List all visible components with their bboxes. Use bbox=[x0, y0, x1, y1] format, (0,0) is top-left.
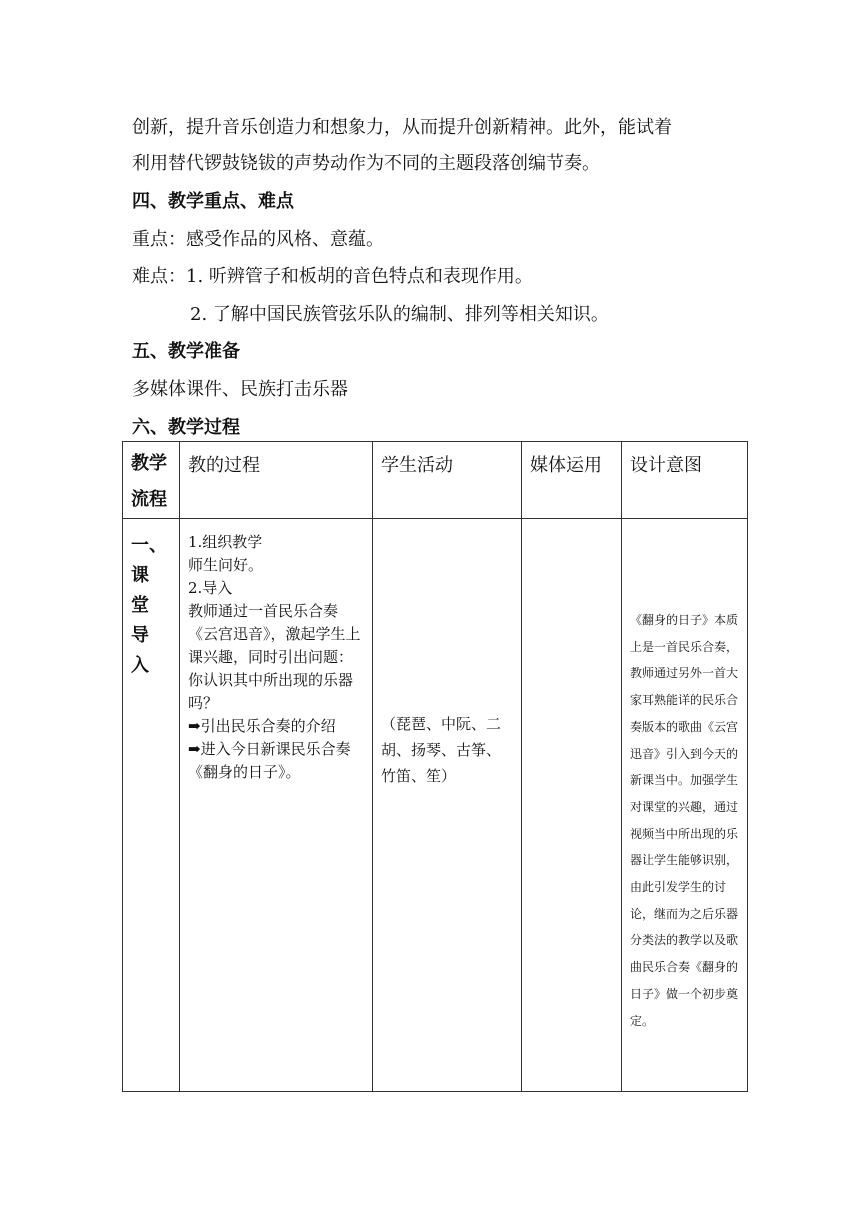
student-activity: （琵琶、中阮、二胡、扬琴、古筝、竹笛、笙） bbox=[381, 715, 502, 785]
process-line: 2.导入 bbox=[188, 579, 233, 597]
intro-line-1: 创新，提升音乐创造力和想象力，从而提升创新精神。此外，能试着 bbox=[132, 117, 672, 138]
intent-cell bbox=[622, 519, 748, 1092]
difficulty-2: 2. 了解中国民族管弦乐队的编制、排列等相关知识。 bbox=[190, 304, 609, 325]
header-student-cell bbox=[373, 442, 522, 519]
stage-cell bbox=[123, 519, 180, 1092]
lesson-process-table bbox=[122, 441, 748, 1092]
header-flow-cell bbox=[123, 442, 180, 519]
stage-char: 入 bbox=[131, 655, 149, 676]
key-point: 重点：感受作品的风格、意蕴。 bbox=[132, 229, 384, 250]
stage-char: 课 bbox=[131, 565, 149, 586]
process-line: 1.组织教学 bbox=[188, 533, 263, 551]
media-cell bbox=[522, 519, 622, 1092]
stage-char: 堂 bbox=[131, 595, 149, 616]
table-header-row bbox=[123, 442, 748, 519]
process-line: 教师通过一首民乐合奏《云宫迅音》，激起学生上课兴趣，同时引出问题：你认识其中所出现的乐器吗？ bbox=[188, 602, 361, 712]
header-student: 学生活动 bbox=[381, 455, 453, 476]
header-process: 教的过程 bbox=[188, 455, 260, 476]
section-6-title: 六、教学过程 bbox=[132, 417, 240, 438]
header-flow-line-1: 教学 bbox=[131, 453, 167, 474]
header-media: 媒体运用 bbox=[530, 455, 602, 476]
table-row bbox=[123, 519, 748, 1092]
intro-line-2: 利用替代锣鼓铙钹的声势动作为不同的主题段落创编节奏。 bbox=[132, 153, 600, 174]
process-line: ➡进入今日新课民乐合奏《翻身的日子》。 bbox=[188, 740, 351, 781]
section-4-title: 四、教学重点、难点 bbox=[132, 191, 294, 212]
stage-char: 导 bbox=[131, 625, 149, 646]
header-process-cell bbox=[180, 442, 373, 519]
student-cell bbox=[373, 519, 522, 1092]
design-intent: 《翻身的日子》本质上是一首民乐合奏，教师通过另外一首大家耳熟能详的民乐合奏版本的歌曲《云宫迅音》引入到今天的新课当中。加强学生对课堂的兴趣，通过视频当中所出现的乐器让学生能够识别，由此引发学生的讨论，继而为之后乐器分类法的教学以及歌曲民乐合奏《翻身的日子》做一个初步奠定。 bbox=[630, 613, 739, 1028]
process-cell bbox=[180, 519, 373, 1092]
stage-char: 一、 bbox=[131, 535, 167, 556]
media-usage bbox=[522, 519, 621, 531]
header-media-cell bbox=[522, 442, 622, 519]
header-flow-line-2: 流程 bbox=[131, 489, 167, 510]
process-line: ➡引出民乐合奏的介绍 bbox=[188, 717, 336, 735]
section-5-title: 五、教学准备 bbox=[132, 341, 240, 362]
header-intent: 设计意图 bbox=[630, 455, 702, 476]
header-intent-cell bbox=[622, 442, 748, 519]
process-line: 师生问好。 bbox=[188, 556, 264, 574]
preparation: 多媒体课件、民族打击乐器 bbox=[132, 379, 348, 400]
difficulty-1: 难点：1. 听辨管子和板胡的音色特点和表现作用。 bbox=[132, 266, 533, 287]
